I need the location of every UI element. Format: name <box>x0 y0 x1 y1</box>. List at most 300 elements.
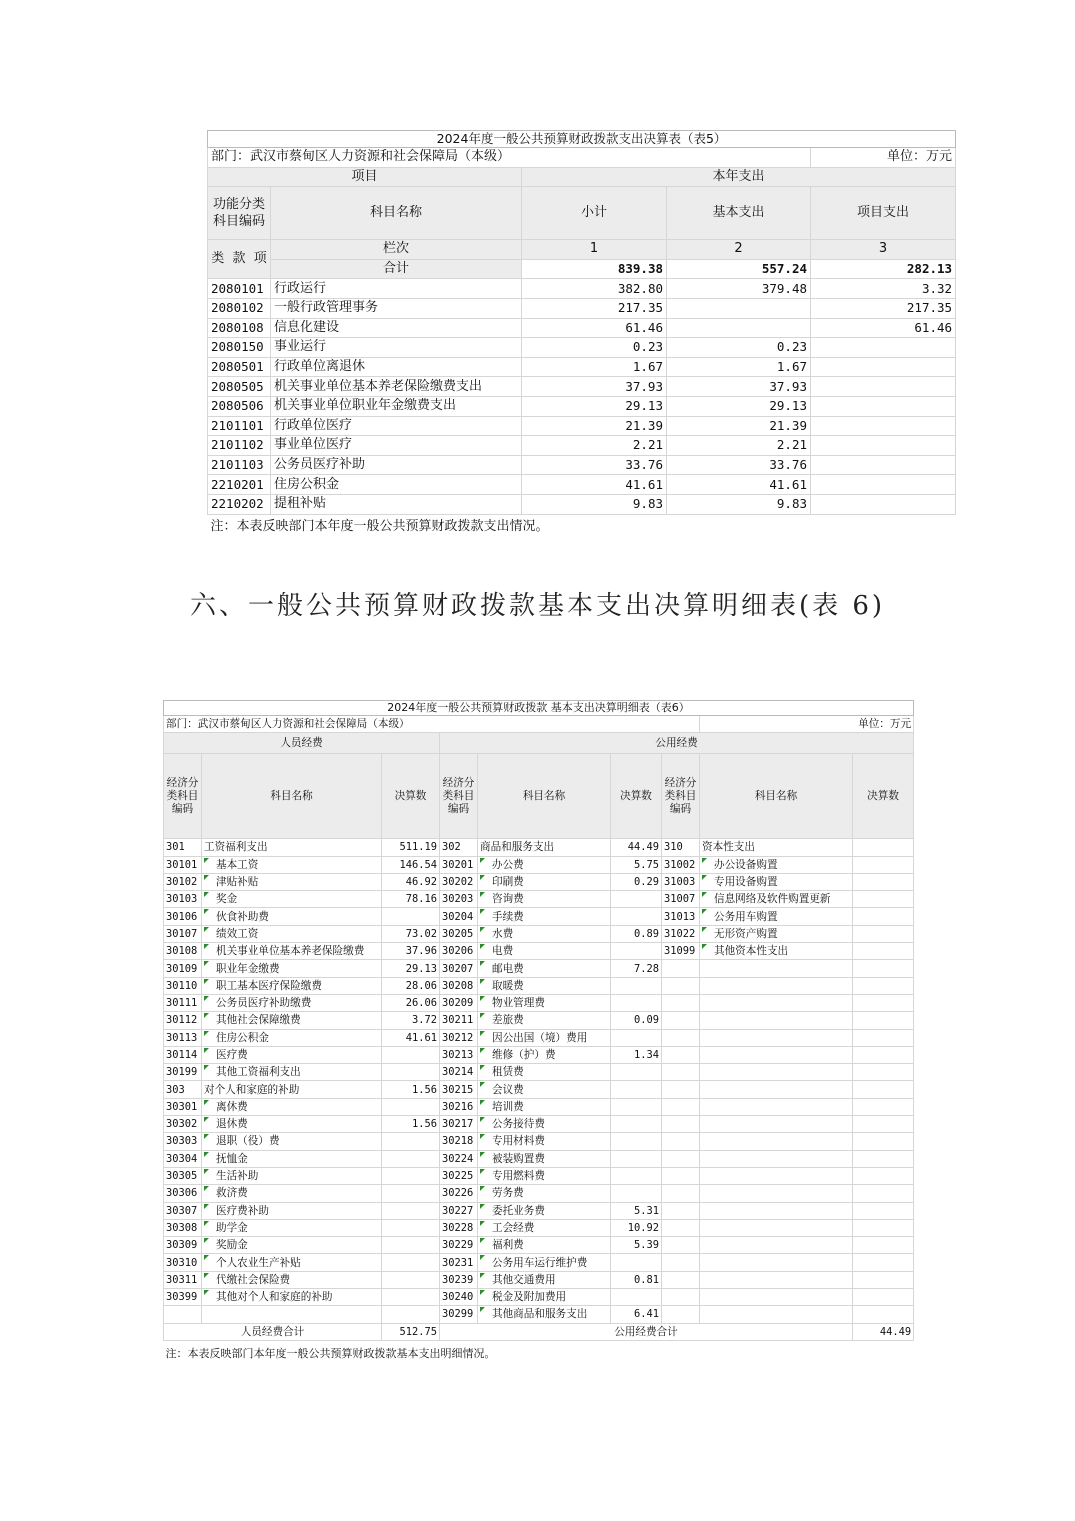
table6-cell-code-2: 30215 <box>440 1081 478 1098</box>
table6-cell-code-3: 31003 <box>662 873 700 890</box>
table6-cell-amount-1 <box>382 1046 440 1063</box>
table6-cell-code-3: 31007 <box>662 891 700 908</box>
table6-cell-amount-1: 1.56 <box>382 1116 440 1133</box>
table6-cell-name-1: 个人农业生产补贴 <box>202 1254 382 1271</box>
table6-cell-code-2: 30203 <box>440 891 478 908</box>
table5-cell-subtotal: 9.83 <box>522 494 667 514</box>
table6-cell-code-2: 30202 <box>440 873 478 890</box>
table5-total-project: 282.13 <box>811 259 956 279</box>
table6-cell-code-1: 30301 <box>164 1098 202 1115</box>
table6-cell-name-2: 租赁费 <box>478 1064 611 1081</box>
table5-cell-name: 行政单位医疗 <box>271 416 522 436</box>
table6-row <box>164 1029 914 1046</box>
table6-cell-amount-1 <box>382 1254 440 1271</box>
table5-header-kuan: 款 <box>232 251 246 267</box>
table6-cell-code-2: 30207 <box>440 960 478 977</box>
table6-cell-name-3 <box>700 1202 853 1219</box>
table6-cell-amount-1 <box>382 1064 440 1081</box>
table5-cell-basic: 33.76 <box>667 455 811 475</box>
table6-cell-amount-2: 0.29 <box>611 873 662 890</box>
table5-col-1: 1 <box>522 240 667 260</box>
table6-cell-name-2: 委托业务费 <box>478 1202 611 1219</box>
table6-cell-code-3 <box>662 1133 700 1150</box>
table5-cell-project <box>811 436 956 456</box>
table6-row <box>164 1046 914 1063</box>
table6-cell-amount-2: 0.09 <box>611 1012 662 1029</box>
table6-cell-amount-2 <box>611 1081 662 1098</box>
table5-cell-name: 一般行政管理事务 <box>271 298 522 318</box>
table6-cell-amount-3 <box>853 856 914 873</box>
table6-cell-name-2: 培训费 <box>478 1098 611 1115</box>
table5-cell-project: 3.32 <box>811 279 956 299</box>
table6-cell-code-1: 30302 <box>164 1116 202 1133</box>
table6-row <box>164 873 914 890</box>
table6-cell-amount-3 <box>853 1219 914 1236</box>
table6-cell-name-1: 抚恤金 <box>202 1150 382 1167</box>
table6-cell-amount-2: 5.75 <box>611 856 662 873</box>
table5-cell-project <box>811 357 956 377</box>
table6-cell-code-1: 30106 <box>164 908 202 925</box>
table6-cell-code-2: 30201 <box>440 856 478 873</box>
table6-cell-amount-1 <box>382 908 440 925</box>
table6-cell-code-3 <box>662 1289 700 1306</box>
table6-cell-amount-2: 0.81 <box>611 1271 662 1288</box>
table6-cell-code-3 <box>662 977 700 994</box>
table6-cell-amount-2: 0.89 <box>611 925 662 942</box>
table6-header-name-3: 科目名称 <box>700 754 853 839</box>
table6-cell-name-1: 其他对个人和家庭的补助 <box>202 1289 382 1306</box>
table6-cell-name-2: 专用材料费 <box>478 1133 611 1150</box>
table6-cell-code-3 <box>662 1219 700 1236</box>
table6-cell-code-2: 30240 <box>440 1289 478 1306</box>
table6-cell-name-3 <box>700 1081 853 1098</box>
table6-cell-code-3: 31022 <box>662 925 700 942</box>
table5-cell-project <box>811 416 956 436</box>
section-6-heading: 六、一般公共预算财政拨款基本支出决算明细表(表 6) <box>189 591 886 621</box>
table6-public-total: 44.49 <box>853 1323 914 1340</box>
table6-cell-name-2: 水费 <box>478 925 611 942</box>
table5-total-label: 合计 <box>271 259 522 279</box>
table6-cell-code-3 <box>662 994 700 1011</box>
table6-cell-code-3: 310 <box>662 839 700 856</box>
table6-cell-code-3 <box>662 1081 700 1098</box>
table5-cell-subtotal: 21.39 <box>522 416 667 436</box>
table6-header-amount-1: 决算数 <box>382 754 440 839</box>
table5-header-subtotal: 小计 <box>522 187 667 240</box>
table6-cell-code-1: 30305 <box>164 1167 202 1184</box>
table6-cell-name-1: 医疗费补助 <box>202 1202 382 1219</box>
table6-cell-amount-1: 37.96 <box>382 943 440 960</box>
table6-cell-amount-2 <box>611 994 662 1011</box>
table6-cell-code-2: 30229 <box>440 1237 478 1254</box>
table5-header-lei: 类 <box>211 251 225 267</box>
table5-cell-code: 2101102 <box>208 436 271 456</box>
table6-cell-amount-1: 28.06 <box>382 977 440 994</box>
table6-cell-name-2: 办公费 <box>478 856 611 873</box>
table5-cell-name: 事业单位医疗 <box>271 436 522 456</box>
table6-cell-amount-1 <box>382 1185 440 1202</box>
table6-cell-name-3 <box>700 1167 853 1184</box>
table5-cell-basic: 29.13 <box>667 396 811 416</box>
table5-cell-name: 住房公积金 <box>271 475 522 495</box>
table6-cell-amount-2 <box>611 943 662 960</box>
table5-row <box>208 357 956 377</box>
table5-cell-subtotal: 37.93 <box>522 377 667 397</box>
table6-cell-name-2: 差旅费 <box>478 1012 611 1029</box>
table6-cell-name-2: 商品和服务支出 <box>478 839 611 856</box>
table6-cell-name-1: 退休费 <box>202 1116 382 1133</box>
table6-cell-name-2: 电费 <box>478 943 611 960</box>
table6-row <box>164 1150 914 1167</box>
table6-cell-code-1: 30114 <box>164 1046 202 1063</box>
table5-cell-name: 提租补贴 <box>271 494 522 514</box>
table6-row <box>164 1133 914 1150</box>
table6-cell-code-3 <box>662 1202 700 1219</box>
table6-header-personnel: 人员经费 <box>164 733 440 754</box>
table6-cell-name-3 <box>700 1064 853 1081</box>
table5-note: 注：本表反映部门本年度一般公共预算财政拨款支出情况。 <box>210 518 549 534</box>
table6-row <box>164 1289 914 1306</box>
table6-cell-code-1: 30101 <box>164 856 202 873</box>
table6-cell-amount-1 <box>382 1133 440 1150</box>
table5-row <box>208 436 956 456</box>
table5-row <box>208 279 956 299</box>
table6-cell-amount-3 <box>853 1064 914 1081</box>
table6-cell-code-2: 30218 <box>440 1133 478 1150</box>
table6-cell-name-3 <box>700 994 853 1011</box>
table6-cell-amount-3 <box>853 1167 914 1184</box>
table6-cell-amount-2 <box>611 1098 662 1115</box>
table6-cell-code-2: 30212 <box>440 1029 478 1046</box>
table5-cell-basic: 37.93 <box>667 377 811 397</box>
table6-cell-code-2: 302 <box>440 839 478 856</box>
table5-cell-name: 机关事业单位基本养老保险缴费支出 <box>271 377 522 397</box>
table5-row <box>208 494 956 514</box>
table6-cell-name-3 <box>700 1150 853 1167</box>
table5-row <box>208 338 956 358</box>
table5-total-basic: 557.24 <box>667 259 811 279</box>
table6-cell-code-3 <box>662 1167 700 1184</box>
table6-cell-code-2: 30214 <box>440 1064 478 1081</box>
table6-cell-code-2: 30224 <box>440 1150 478 1167</box>
table6-cell-code-1: 30304 <box>164 1150 202 1167</box>
table6-cell-name-3 <box>700 1029 853 1046</box>
table6-cell-amount-2: 5.31 <box>611 1202 662 1219</box>
table6-cell-amount-1: 511.19 <box>382 839 440 856</box>
table6-row <box>164 1167 914 1184</box>
table5-cell-project <box>811 494 956 514</box>
table5-cell-name: 行政运行 <box>271 279 522 299</box>
table6-cell-code-2: 30228 <box>440 1219 478 1236</box>
table5-col-2: 2 <box>667 240 811 260</box>
table5-row <box>208 396 956 416</box>
table6-cell-name-1: 救济费 <box>202 1185 382 1202</box>
table6-cell-amount-3 <box>853 1202 914 1219</box>
table6-row <box>164 1306 914 1323</box>
table6-cell-name-1: 职工基本医疗保险缴费 <box>202 977 382 994</box>
table6-cell-amount-2 <box>611 1116 662 1133</box>
table6-cell-amount-3 <box>853 1116 914 1133</box>
table6-cell-amount-3 <box>853 925 914 942</box>
table5-cell-subtotal: 61.46 <box>522 318 667 338</box>
table5-cell-project <box>811 475 956 495</box>
table6-cell-code-3 <box>662 1029 700 1046</box>
table6-cell-code-2: 30299 <box>440 1306 478 1323</box>
table5-title: 2024年度一般公共预算财政拨款支出决算表（表5） <box>208 131 956 148</box>
table6-cell-amount-2: 44.49 <box>611 839 662 856</box>
table6-cell-name-2: 物业管理费 <box>478 994 611 1011</box>
table6-cell-amount-3 <box>853 1150 914 1167</box>
table5-lkx <box>208 240 271 279</box>
table6-row <box>164 856 914 873</box>
table6-row <box>164 925 914 942</box>
table6-cell-name-1: 工资福利支出 <box>202 839 382 856</box>
table5-header-code: 功能分类 科目编码 <box>208 187 271 240</box>
table5-cell-code: 2080101 <box>208 279 271 299</box>
table6-cell-name-3 <box>700 960 853 977</box>
table6-cell-amount-1 <box>382 1271 440 1288</box>
table5-cell-subtotal: 2.21 <box>522 436 667 456</box>
table6-cell-name-2: 手续费 <box>478 908 611 925</box>
table6-cell-name-1: 奖励金 <box>202 1237 382 1254</box>
table6-row <box>164 891 914 908</box>
table6-cell-name-1: 退职（役）费 <box>202 1133 382 1150</box>
table6-cell-name-1: 生活补助 <box>202 1167 382 1184</box>
table6 <box>163 700 914 1367</box>
table6-cell-amount-3 <box>853 873 914 890</box>
table5-row <box>208 416 956 436</box>
table6-cell-amount-2 <box>611 891 662 908</box>
table6-header-name-2: 科目名称 <box>478 754 611 839</box>
table6-cell-amount-3 <box>853 1046 914 1063</box>
table6-cell-amount-1: 46.92 <box>382 873 440 890</box>
table6-cell-code-3 <box>662 1306 700 1323</box>
table6-cell-amount-3 <box>853 1271 914 1288</box>
table5-header-current: 本年支出 <box>522 167 956 187</box>
table6-cell-name-2: 被装购置费 <box>478 1150 611 1167</box>
table5-cell-subtotal: 1.67 <box>522 357 667 377</box>
table6-cell-name-3 <box>700 1289 853 1306</box>
table6-cell-code-3 <box>662 1098 700 1115</box>
table5 <box>207 130 956 539</box>
table6-cell-code-1: 30102 <box>164 873 202 890</box>
table6-cell-amount-1 <box>382 1289 440 1306</box>
table5-header-basic: 基本支出 <box>667 187 811 240</box>
table6-cell-code-2: 30225 <box>440 1167 478 1184</box>
table6-cell-amount-1 <box>382 1306 440 1323</box>
table6-cell-name-1: 助学金 <box>202 1219 382 1236</box>
table6-cell-code-3 <box>662 1271 700 1288</box>
table6-cell-name-1: 离休费 <box>202 1098 382 1115</box>
table6-cell-name-3: 办公设备购置 <box>700 856 853 873</box>
table6-container <box>163 700 913 1367</box>
table5-cell-subtotal: 29.13 <box>522 396 667 416</box>
table6-cell-name-2: 取暖费 <box>478 977 611 994</box>
table5-cell-name: 行政单位离退休 <box>271 357 522 377</box>
table6-cell-code-1: 30307 <box>164 1202 202 1219</box>
table6-cell-name-3 <box>700 1237 853 1254</box>
table6-cell-name-3: 其他资本性支出 <box>700 943 853 960</box>
table6-cell-name-1: 公务员医疗补助缴费 <box>202 994 382 1011</box>
table5-cell-name: 公务员医疗补助 <box>271 455 522 475</box>
table6-cell-amount-2 <box>611 1133 662 1150</box>
table6-cell-amount-1 <box>382 1237 440 1254</box>
table6-cell-amount-3 <box>853 908 914 925</box>
table6-cell-code-1: 30308 <box>164 1219 202 1236</box>
table6-cell-code-3 <box>662 960 700 977</box>
table6-cell-code-1: 30112 <box>164 1012 202 1029</box>
table5-cell-code: 2080102 <box>208 298 271 318</box>
table6-cell-amount-2 <box>611 1167 662 1184</box>
table6-cell-code-2: 30239 <box>440 1271 478 1288</box>
table6-cell-code-2: 30209 <box>440 994 478 1011</box>
table6-cell-name-1: 对个人和家庭的补助 <box>202 1081 382 1098</box>
table6-personnel-total: 512.75 <box>382 1323 440 1340</box>
table5-header-lanci: 栏次 <box>271 240 522 260</box>
table6-cell-amount-2 <box>611 1289 662 1306</box>
table5-cell-basic: 41.61 <box>667 475 811 495</box>
table6-cell-amount-2 <box>611 977 662 994</box>
table6-cell-name-1: 住房公积金 <box>202 1029 382 1046</box>
table6-cell-name-2: 公务用车运行维护费 <box>478 1254 611 1271</box>
table6-cell-name-3 <box>700 1098 853 1115</box>
table6-row <box>164 1219 914 1236</box>
table6-cell-name-3 <box>700 1219 853 1236</box>
table6-cell-code-3 <box>662 1012 700 1029</box>
table6-cell-code-2: 30205 <box>440 925 478 942</box>
table6-cell-name-1 <box>202 1306 382 1323</box>
table6-row <box>164 1116 914 1133</box>
table6-cell-code-2: 30226 <box>440 1185 478 1202</box>
table6-cell-code-1: 30310 <box>164 1254 202 1271</box>
table5-cell-subtotal: 382.80 <box>522 279 667 299</box>
table5-cell-project <box>811 455 956 475</box>
table6-cell-amount-3 <box>853 1254 914 1271</box>
table6-cell-code-1 <box>164 1306 202 1323</box>
table5-cell-code: 2080501 <box>208 357 271 377</box>
table6-cell-code-2: 30211 <box>440 1012 478 1029</box>
table6-cell-amount-1: 26.06 <box>382 994 440 1011</box>
table6-cell-name-2: 会议费 <box>478 1081 611 1098</box>
table6-cell-amount-1: 78.16 <box>382 891 440 908</box>
table5-cell-code: 2210202 <box>208 494 271 514</box>
table6-cell-name-3: 专用设备购置 <box>700 873 853 890</box>
table5-header-project: 项目支出 <box>811 187 956 240</box>
table6-header-code-1: 经济分类科目编码 <box>164 754 202 839</box>
table6-cell-code-2: 30231 <box>440 1254 478 1271</box>
table6-cell-code-1: 30306 <box>164 1185 202 1202</box>
table6-row <box>164 1254 914 1271</box>
table6-cell-code-2: 30208 <box>440 977 478 994</box>
table6-row <box>164 1185 914 1202</box>
table6-cell-name-1: 机关事业单位基本养老保险缴费 <box>202 943 382 960</box>
table6-cell-amount-3 <box>853 994 914 1011</box>
table6-cell-name-3 <box>700 1116 853 1133</box>
table6-cell-name-2: 工会经费 <box>478 1219 611 1236</box>
table6-cell-amount-3 <box>853 1012 914 1029</box>
table6-cell-amount-1: 1.56 <box>382 1081 440 1098</box>
table6-cell-name-1: 其他工资福利支出 <box>202 1064 382 1081</box>
table5-cell-subtotal: 0.23 <box>522 338 667 358</box>
table6-cell-name-2: 印刷费 <box>478 873 611 890</box>
table5-cell-code: 2080150 <box>208 338 271 358</box>
table6-cell-amount-1 <box>382 1219 440 1236</box>
table6-cell-amount-1: 3.72 <box>382 1012 440 1029</box>
table6-cell-name-3 <box>700 1133 853 1150</box>
table5-row <box>208 377 956 397</box>
table6-row <box>164 1081 914 1098</box>
table6-cell-name-3 <box>700 1012 853 1029</box>
table6-cell-name-2: 邮电费 <box>478 960 611 977</box>
table6-cell-amount-2: 5.39 <box>611 1237 662 1254</box>
table5-cell-basic: 9.83 <box>667 494 811 514</box>
table5-cell-code: 2210201 <box>208 475 271 495</box>
table6-cell-code-1: 30399 <box>164 1289 202 1306</box>
table6-cell-name-3 <box>700 1306 853 1323</box>
table6-cell-code-1: 30111 <box>164 994 202 1011</box>
table6-cell-name-3 <box>700 1185 853 1202</box>
table5-cell-basic: 21.39 <box>667 416 811 436</box>
table5-cell-project <box>811 377 956 397</box>
table6-cell-code-1: 30108 <box>164 943 202 960</box>
table6-cell-amount-1 <box>382 1202 440 1219</box>
table6-cell-amount-3 <box>853 943 914 960</box>
table5-cell-basic <box>667 318 811 338</box>
table6-cell-code-1: 30110 <box>164 977 202 994</box>
table6-cell-name-3: 信息网络及软件购置更新 <box>700 891 853 908</box>
table6-cell-code-1: 30113 <box>164 1029 202 1046</box>
table6-cell-amount-3 <box>853 1185 914 1202</box>
table6-cell-code-1: 303 <box>164 1081 202 1098</box>
table6-cell-name-2: 福利费 <box>478 1237 611 1254</box>
table6-cell-name-1: 职业年金缴费 <box>202 960 382 977</box>
table6-dept: 部门：武汉市蔡甸区人力资源和社会保障局（本级） <box>164 716 700 733</box>
table6-cell-name-1: 医疗费 <box>202 1046 382 1063</box>
table6-cell-code-2: 30216 <box>440 1098 478 1115</box>
table6-cell-code-3: 31002 <box>662 856 700 873</box>
table6-row <box>164 1271 914 1288</box>
table6-cell-amount-1: 146.54 <box>382 856 440 873</box>
table6-cell-name-1: 其他社会保障缴费 <box>202 1012 382 1029</box>
table6-cell-amount-3 <box>853 1029 914 1046</box>
table5-cell-basic: 0.23 <box>667 338 811 358</box>
table6-header-code-3: 经济分类科目编码 <box>662 754 700 839</box>
table5-cell-project <box>811 338 956 358</box>
table6-cell-amount-3 <box>853 1081 914 1098</box>
table6-cell-amount-2 <box>611 1254 662 1271</box>
table6-cell-code-2: 30204 <box>440 908 478 925</box>
table6-cell-name-1: 基本工资 <box>202 856 382 873</box>
table5-cell-basic: 1.67 <box>667 357 811 377</box>
table6-cell-amount-3 <box>853 891 914 908</box>
table6-row <box>164 994 914 1011</box>
table6-total-row <box>164 1323 914 1340</box>
table6-cell-name-3 <box>700 1254 853 1271</box>
table6-cell-code-1: 30303 <box>164 1133 202 1150</box>
table5-dept: 部门：武汉市蔡甸区人力资源和社会保障局（本级） <box>208 148 811 168</box>
table6-cell-name-1: 代缴社会保险费 <box>202 1271 382 1288</box>
table5-cell-subtotal: 41.61 <box>522 475 667 495</box>
table5-cell-code: 2101101 <box>208 416 271 436</box>
table6-public-total-label: 公用经费合计 <box>440 1323 853 1340</box>
table6-cell-name-2: 其他商品和服务支出 <box>478 1306 611 1323</box>
table6-row <box>164 1237 914 1254</box>
table6-cell-code-1: 30107 <box>164 925 202 942</box>
table6-row <box>164 1012 914 1029</box>
table6-cell-amount-1: 29.13 <box>382 960 440 977</box>
table6-cell-name-3: 资本性支出 <box>700 839 853 856</box>
table6-personnel-total-label: 人员经费合计 <box>164 1323 382 1340</box>
